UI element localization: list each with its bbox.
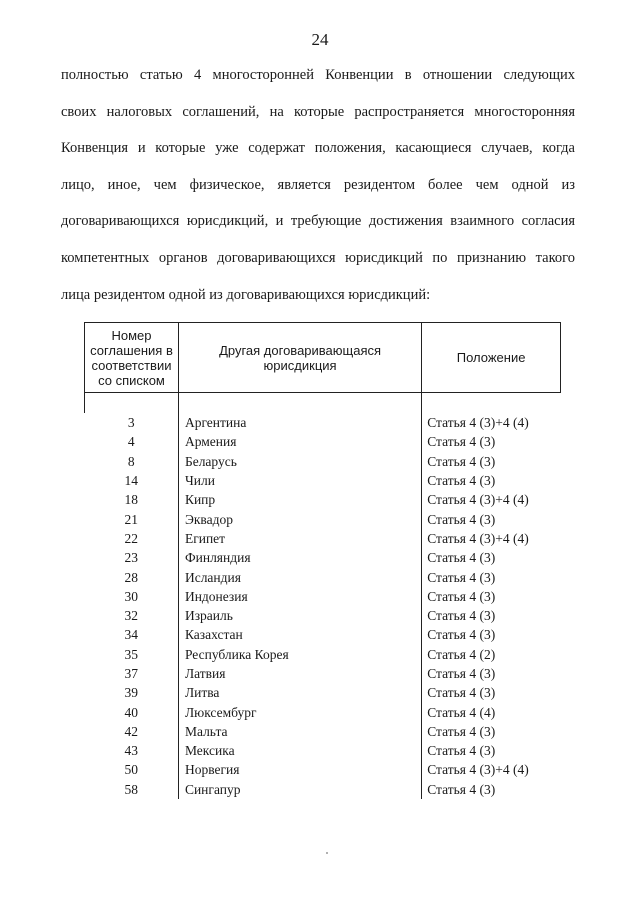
scan-speck bbox=[326, 852, 328, 854]
table-row bbox=[85, 413, 561, 432]
agreement-number-cell: 43 bbox=[85, 741, 179, 760]
table-row bbox=[85, 606, 561, 625]
provision-cell: Статья 4 (2) bbox=[422, 645, 561, 664]
paragraph-line: Конвенция и которые уже содержат положения, касающиеся случаев, когда bbox=[61, 140, 575, 157]
agreement-number-cell: 39 bbox=[85, 683, 179, 702]
agreement-number-cell: 30 bbox=[85, 587, 179, 606]
body-paragraph bbox=[61, 61, 575, 317]
jurisdiction-cell: Республика Корея bbox=[184, 646, 289, 662]
jurisdiction-cell: Литва bbox=[184, 685, 220, 701]
table-header-row bbox=[85, 323, 561, 393]
provision-cell: Статья 4 (3) bbox=[422, 741, 561, 760]
provision-cell: Статья 4 (3) bbox=[422, 452, 561, 471]
provision-cell: Статья 4 (3) bbox=[422, 567, 561, 586]
table-row bbox=[85, 664, 561, 683]
table-row bbox=[85, 548, 561, 567]
jurisdiction-cell: Мексика bbox=[184, 743, 235, 759]
jurisdiction-cell: Исландия bbox=[184, 569, 241, 585]
provision-cell: Статья 4 (3) bbox=[422, 509, 561, 528]
jurisdiction-cell: Норвегия bbox=[184, 762, 240, 778]
table-body bbox=[85, 393, 561, 799]
agreement-number-cell: 8 bbox=[85, 452, 179, 471]
provision-cell: Статья 4 (3)+4 (4) bbox=[422, 529, 561, 548]
agreement-number-cell: 37 bbox=[85, 664, 179, 683]
table-row bbox=[85, 471, 561, 490]
jurisdiction-cell: Индонезия bbox=[184, 588, 248, 604]
jurisdiction-cell: Латвия bbox=[184, 666, 226, 681]
table-row bbox=[85, 432, 561, 451]
table-row bbox=[85, 760, 561, 779]
table-row bbox=[85, 529, 561, 548]
table-row bbox=[85, 780, 561, 799]
jurisdiction-cell: Сингапур bbox=[184, 781, 241, 797]
jurisdiction-cell: Эквадор bbox=[184, 511, 233, 527]
provision-cell: Статья 4 (3)+4 (4) bbox=[422, 760, 561, 779]
header-jurisdiction: Другая договаривающаяся юрисдикция bbox=[178, 323, 421, 393]
table-row bbox=[85, 567, 561, 586]
jurisdiction-cell: Египет bbox=[184, 530, 226, 546]
provision-cell: Статья 4 (3) bbox=[422, 722, 561, 741]
agreement-number-cell: 40 bbox=[85, 702, 179, 721]
agreement-number-cell: 14 bbox=[85, 471, 179, 490]
paragraph-line: лицо, иное, чем физическое, является резидентом более чем одной из bbox=[61, 176, 575, 193]
agreement-number-cell: 4 bbox=[85, 432, 179, 451]
jurisdiction-cell: Мальта bbox=[184, 723, 228, 739]
table-row bbox=[85, 741, 561, 760]
agreement-number-cell: 58 bbox=[85, 780, 179, 799]
provision-cell: Статья 4 (3) bbox=[422, 664, 561, 683]
provision-cell: Статья 4 (3) bbox=[422, 606, 561, 625]
table-spacer-row bbox=[85, 393, 561, 414]
provision-cell: Статья 4 (3) bbox=[422, 548, 561, 567]
agreement-number-cell: 3 bbox=[85, 413, 179, 432]
paragraph-line: своих налоговых соглашений, на которые распространяется многосторонняя bbox=[61, 103, 575, 120]
treaty-table bbox=[84, 322, 561, 799]
jurisdiction-cell: Армения bbox=[184, 434, 237, 450]
agreement-number-cell: 28 bbox=[85, 567, 179, 586]
provision-cell: Статья 4 (3)+4 (4) bbox=[422, 490, 561, 509]
page-number: 24 bbox=[311, 30, 329, 49]
agreement-number-cell: 23 bbox=[85, 548, 179, 567]
provision-cell: Статья 4 (3)+4 (4) bbox=[422, 413, 561, 432]
paragraph-line: лица резидентом одной из договаривающихся юрисдикций: bbox=[61, 286, 431, 303]
agreement-number-cell: 18 bbox=[85, 490, 179, 509]
provision-cell: Статья 4 (3) bbox=[422, 683, 561, 702]
table-row bbox=[85, 702, 561, 721]
table-row bbox=[85, 587, 561, 606]
agreement-number-cell: 42 bbox=[85, 722, 179, 741]
table-row bbox=[85, 452, 561, 471]
header-provision: Положение bbox=[422, 323, 561, 393]
jurisdiction-cell: Финляндия bbox=[184, 550, 251, 566]
table-row bbox=[85, 509, 561, 528]
agreement-number-cell: 35 bbox=[85, 645, 179, 664]
paragraph-line: договаривающихся юрисдикций, и требующие достижения взаимного согласия bbox=[61, 213, 575, 230]
table-row bbox=[85, 490, 561, 509]
jurisdiction-cell: Чили bbox=[184, 473, 215, 489]
jurisdiction-cell: Кипр bbox=[184, 492, 216, 508]
agreement-number-cell: 50 bbox=[85, 760, 179, 779]
agreement-number-cell: 34 bbox=[85, 625, 179, 644]
jurisdiction-cell: Люксембург bbox=[184, 704, 257, 720]
paragraph-line: полностью статью 4 многосторонней Конвенции в отношении следующих bbox=[61, 67, 575, 83]
provision-cell: Статья 4 (3) bbox=[422, 471, 561, 490]
agreement-number-cell: 32 bbox=[85, 606, 179, 625]
provision-cell: Статья 4 (4) bbox=[422, 702, 561, 721]
provision-cell: Статья 4 (3) bbox=[422, 432, 561, 451]
jurisdiction-cell: Казахстан bbox=[184, 627, 243, 643]
table-row bbox=[85, 625, 561, 644]
agreement-number-cell: 21 bbox=[85, 509, 179, 528]
table-row bbox=[85, 645, 561, 664]
header-agreement-number: Номер соглашения в соответствии со списком bbox=[85, 323, 179, 393]
table-row bbox=[85, 683, 561, 702]
paragraph-line: компетентных органов договаривающихся юрисдикций по признанию такого bbox=[61, 249, 575, 266]
jurisdiction-cell: Беларусь bbox=[184, 453, 237, 469]
agreement-number-cell: 22 bbox=[85, 529, 179, 548]
provision-cell: Статья 4 (3) bbox=[422, 625, 561, 644]
provision-cell: Статья 4 (3) bbox=[422, 780, 561, 799]
table-row bbox=[85, 722, 561, 741]
provision-cell: Статья 4 (3) bbox=[422, 587, 561, 606]
jurisdiction-cell: Аргентина bbox=[184, 415, 247, 431]
jurisdiction-cell: Израиль bbox=[184, 608, 233, 624]
